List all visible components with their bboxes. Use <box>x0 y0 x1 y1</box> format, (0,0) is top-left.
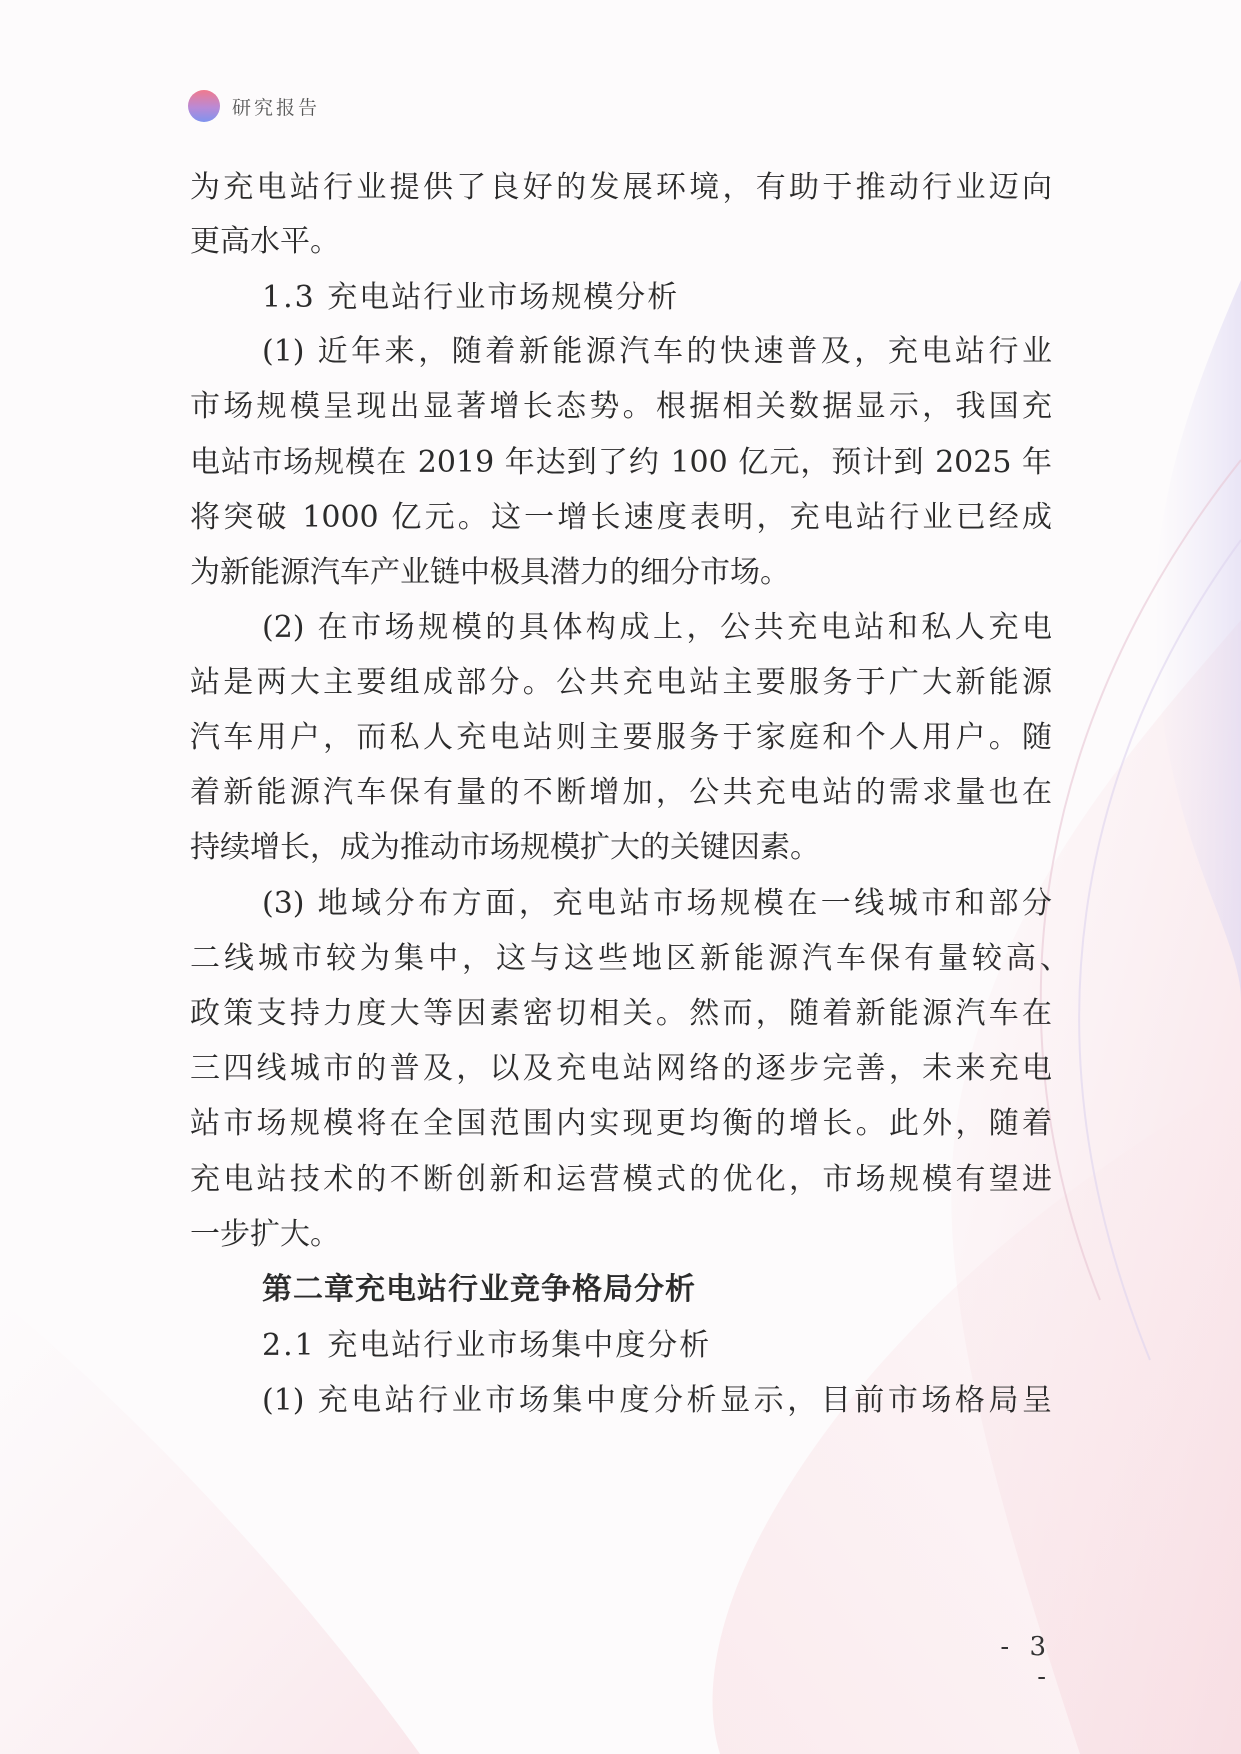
section-heading: 1.3 充电站行业市场规模分析 <box>262 280 680 315</box>
page-number: - 3 - <box>1000 1632 1052 1692</box>
report-header <box>188 90 320 122</box>
body-line: (1) 近年来，随着新能源汽车的快速普及，充电站行业 <box>262 334 1052 369</box>
chapter-heading: 第二章充电站行业竞争格局分析 <box>262 1272 696 1307</box>
body-line: 将突破 1000 亿元。这一增长速度表明，充电站行业已经成 <box>190 500 1052 535</box>
body-line: 政策支持力度大等因素密切相关。然而，随着新能源汽车在 <box>190 996 1052 1031</box>
section-heading: 2.1 充电站行业市场集中度分析 <box>262 1328 712 1363</box>
body-line: 为充电站行业提供了良好的发展环境，有助于推动行业迈向 <box>190 170 1052 205</box>
header-label: 研究报告 <box>232 96 321 119</box>
body-line: 汽车用户，而私人充电站则主要服务于家庭和个人用户。随 <box>190 720 1052 755</box>
body-line: 着新能源汽车保有量的不断增加，公共充电站的需求量也在 <box>190 775 1052 810</box>
body-line: 站市场规模将在全国范围内实现更均衡的增长。此外，随着 <box>190 1106 1052 1141</box>
body-line: 站是两大主要组成部分。公共充电站主要服务于广大新能源 <box>190 665 1052 700</box>
body-line: 充电站技术的不断创新和运营模式的优化，市场规模有望进 <box>190 1162 1052 1197</box>
body-line: 二线城市较为集中，这与这些地区新能源汽车保有量较高、 <box>190 941 1070 976</box>
body-line: 三四线城市的普及，以及充电站网络的逐步完善，未来充电 <box>190 1051 1052 1086</box>
body-line: 更高水平。 <box>190 224 340 259</box>
body-line: 市场规模呈现出显著增长态势。根据相关数据显示，我国充 <box>190 389 1052 424</box>
body-line: 持续增长，成为推动市场规模扩大的关键因素。 <box>190 830 820 865</box>
body-line: (2) 在市场规模的具体构成上，公共充电站和私人充电 <box>262 610 1052 645</box>
logo-circle-icon <box>188 90 220 122</box>
body-line: (1) 充电站行业市场集中度分析显示，目前市场格局呈 <box>262 1383 1052 1418</box>
body-line: (3) 地域分布方面，充电站市场规模在一线城市和部分 <box>262 886 1052 921</box>
body-line: 电站市场规模在 2019 年达到了约 100 亿元，预计到 2025 年 <box>190 445 1052 480</box>
body-line: 为新能源汽车产业链中极具潜力的细分市场。 <box>190 555 790 590</box>
body-line: 一步扩大。 <box>190 1217 340 1252</box>
